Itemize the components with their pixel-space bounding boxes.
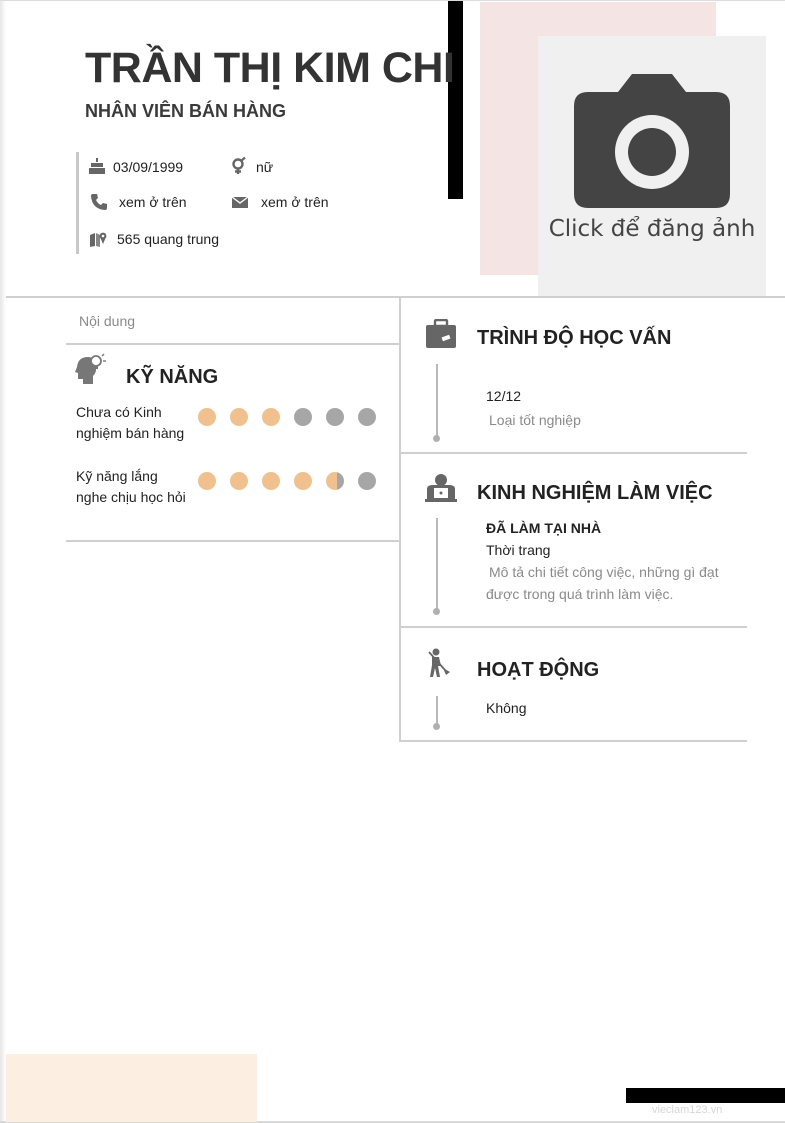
candidate-name[interactable]: TRẦN THỊ KIM CHI xyxy=(85,44,455,92)
photo-upload-box[interactable] xyxy=(538,36,766,296)
content-placeholder[interactable]: Nội dung xyxy=(79,313,136,329)
phone-icon xyxy=(90,193,108,211)
skill-rating-dot xyxy=(262,408,280,426)
skill-2-line2: nghe chịu học hỏi xyxy=(76,489,186,505)
info-divider xyxy=(76,152,79,254)
education-timeline xyxy=(436,364,438,438)
email-icon xyxy=(231,193,249,211)
skill-1-line2: nghiệm bán hàng xyxy=(76,425,185,441)
volunteer-sweeping-icon xyxy=(425,648,451,678)
skill-2-label[interactable] xyxy=(76,466,201,508)
skill-rating-dot xyxy=(262,472,280,490)
candidate-position[interactable]: NHÂN VIÊN BÁN HÀNG xyxy=(85,101,287,121)
education-detail[interactable]: Loại tốt nghiệp xyxy=(489,412,581,428)
email-value[interactable]: xem ở trên xyxy=(261,194,329,210)
column-divider xyxy=(399,298,401,742)
skill-rating-dot xyxy=(294,472,312,490)
activities-content[interactable]: Không xyxy=(486,700,527,716)
skill-rating-dot xyxy=(198,472,216,490)
skill-rating-dot xyxy=(294,408,312,426)
head-lightbulb-icon xyxy=(75,353,107,385)
education-title[interactable]: TRÌNH ĐỘ HỌC VẤN xyxy=(477,327,672,349)
skills-title[interactable]: KỸ NĂNG xyxy=(126,366,219,388)
experience-description[interactable]: Mô tả chi tiết công việc, những gì đạt được trong quá trình làm việc. xyxy=(486,564,719,602)
skill-1-line1: Chưa có Kinh xyxy=(76,404,162,420)
skill-1-label[interactable] xyxy=(76,402,201,444)
watermark: vieclam123.vn xyxy=(652,1104,723,1116)
decor-black-footer-bar xyxy=(626,1088,785,1103)
decor-black-bar xyxy=(448,1,463,199)
address-value[interactable]: 565 quang trung xyxy=(117,231,219,247)
birthday-value[interactable]: 03/09/1999 xyxy=(113,159,184,175)
skills-bottom-divider xyxy=(66,540,399,542)
header-divider xyxy=(6,296,785,298)
education-divider xyxy=(401,452,747,454)
education-period[interactable]: 12/12 xyxy=(486,388,522,404)
briefcase-icon xyxy=(425,319,457,349)
skill-rating-dot xyxy=(358,472,376,490)
activities-title[interactable]: HOẠT ĐỘNG xyxy=(477,659,600,681)
skill-rating-dot xyxy=(198,408,216,426)
education-timeline-dot xyxy=(433,435,440,442)
gender-icon xyxy=(230,157,248,175)
map-location-icon xyxy=(89,230,107,248)
skill-rating-dot xyxy=(358,408,376,426)
photo-upload-label: Click để đăng ảnh xyxy=(548,216,756,242)
page-shadow-left xyxy=(0,0,6,1123)
skill-rating-dot xyxy=(326,408,344,426)
activities-timeline-dot xyxy=(433,723,440,730)
camera-icon xyxy=(574,74,730,210)
worker-laptop-icon xyxy=(424,473,458,503)
skill-rating-dot xyxy=(326,472,344,490)
experience-divider xyxy=(401,626,747,628)
experience-company[interactable]: ĐÃ LÀM TẠI NHÀ xyxy=(486,520,602,536)
decor-peach-block xyxy=(6,1054,257,1122)
experience-timeline-dot xyxy=(433,608,440,615)
birthday-cake-icon xyxy=(88,157,106,175)
skill-rating-dot xyxy=(230,408,248,426)
gender-value[interactable]: nữ xyxy=(256,159,274,175)
activities-divider xyxy=(401,740,747,742)
placeholder-divider xyxy=(66,343,399,345)
experience-role[interactable]: Thời trang xyxy=(486,542,551,558)
skill-2-line1: Kỹ năng lắng xyxy=(76,468,158,484)
phone-value[interactable]: xem ở trên xyxy=(119,194,187,210)
page-border-top xyxy=(0,0,785,1)
skill-rating-dot xyxy=(230,472,248,490)
experience-title[interactable]: KINH NGHIỆM LÀM VIỆC xyxy=(477,482,713,504)
activities-timeline xyxy=(436,696,438,726)
experience-timeline xyxy=(436,518,438,611)
